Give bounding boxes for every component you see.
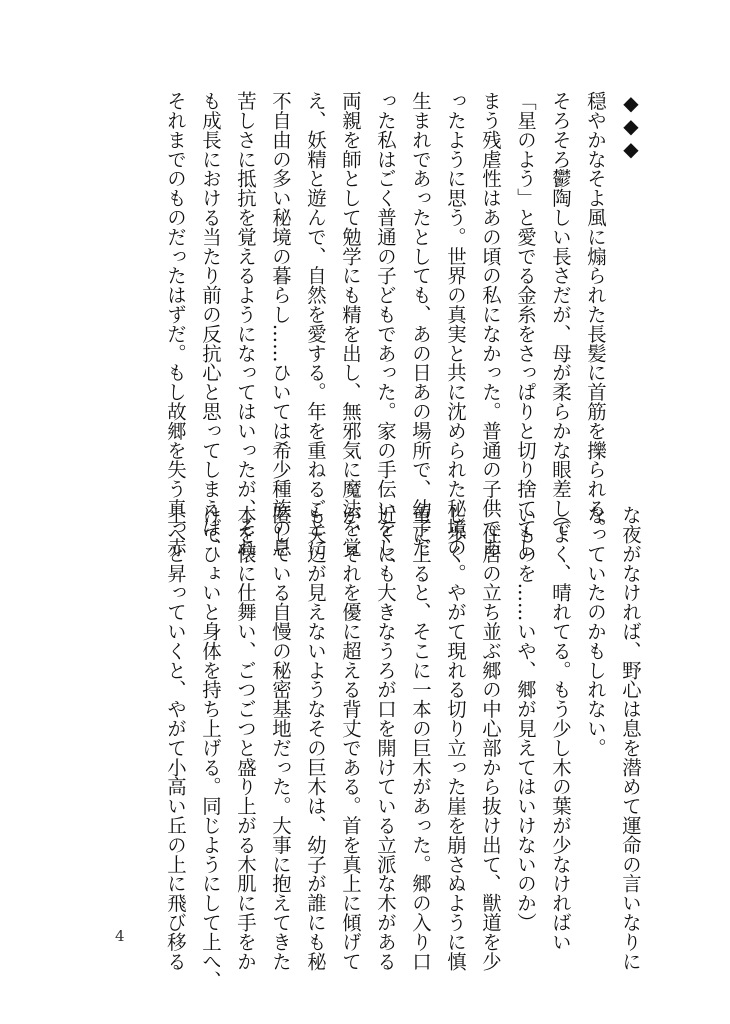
text-line: も成長における当たり前の反抗心と思ってしまえば、 [199, 91, 222, 557]
text-line: なっていたのかもしれない。 [584, 505, 607, 758]
text-line: 穏やかなそよ風に煽られた長髪に首筋を擽られる。 [584, 91, 607, 538]
text-line: え、妖精と遊んで、自然を愛する。年を重ねるごとに [304, 91, 327, 557]
text-line: いものを……いや、郷が見えてはいけないのか） [514, 505, 537, 932]
text-line: も天辺が見えないようなその巨木は、幼子が誰にも秘 [304, 505, 327, 971]
text-line: ったように思う。世界の真実と共に沈められた秘境の [444, 91, 467, 557]
text-line: し歩く。やがて現れる切り立った崖を崩さぬように慎 [444, 505, 467, 971]
text-line: 近くにも大きなうろが口を開けている立派な木がある [374, 505, 397, 971]
text-line: 苦しさに抵抗を覚えるようになってはいったが、それ [234, 91, 257, 557]
page-number: 4 [115, 927, 125, 945]
text-line: 重に上ると、そこに一本の巨木があった。郷の入り口 [409, 505, 432, 971]
text-block-top [158, 91, 648, 576]
text-line: な夜がなければ、野心は息を潜めて運命の言いなりに [619, 505, 642, 971]
text-line: 本を懐に仕舞い、ごつごつと盛り上がる木肌に手をか [234, 505, 257, 971]
text-line: まう残虐性はあの頃の私になかった。普通の子供であ [479, 91, 502, 557]
text-line: 不自由の多い秘境の暮らし……ひいては希少種族の息 [269, 91, 292, 557]
section-break-diamonds: ◆◆◆ [619, 91, 643, 160]
text-line: 匿している自慢の秘密基地だった。大事に抱えてきた [269, 505, 292, 971]
text-line: が、それを優に超える背丈である。首を真上に傾げて [339, 505, 362, 971]
text-line: った私はごく普通の子どもであった。家の手伝いをし、 [374, 91, 397, 576]
text-line: 「星のよう」と愛でる金糸をさっぱりと切り捨ててし [514, 91, 537, 557]
text-line: 上へと昇っていくと、やがて小高い丘の上に飛び移る [164, 505, 187, 971]
text-line: けてひょいと身体を持ち上げる。同じようにして上へ、 [199, 505, 222, 990]
text-line: そろそろ鬱陶しい長さだが、母が柔らかな眼差しで [549, 91, 572, 538]
text-line: 住居の立ち並ぶ郷の中心部から抜け出て、獣道を少 [479, 505, 502, 971]
text-line: 生まれであったとしても、あの日あの場所で、幼子だ [409, 91, 432, 557]
text-block-bottom [158, 505, 648, 990]
text-line: 両親を師として勉学にも精を出し、無邪気に魔法を覚 [339, 91, 362, 557]
text-line: それまでのものだったはずだ。もし故郷を失う真っ赤 [164, 91, 187, 557]
text-line: （よく、晴れてる。もう少し木の葉が少なければい [549, 505, 572, 952]
